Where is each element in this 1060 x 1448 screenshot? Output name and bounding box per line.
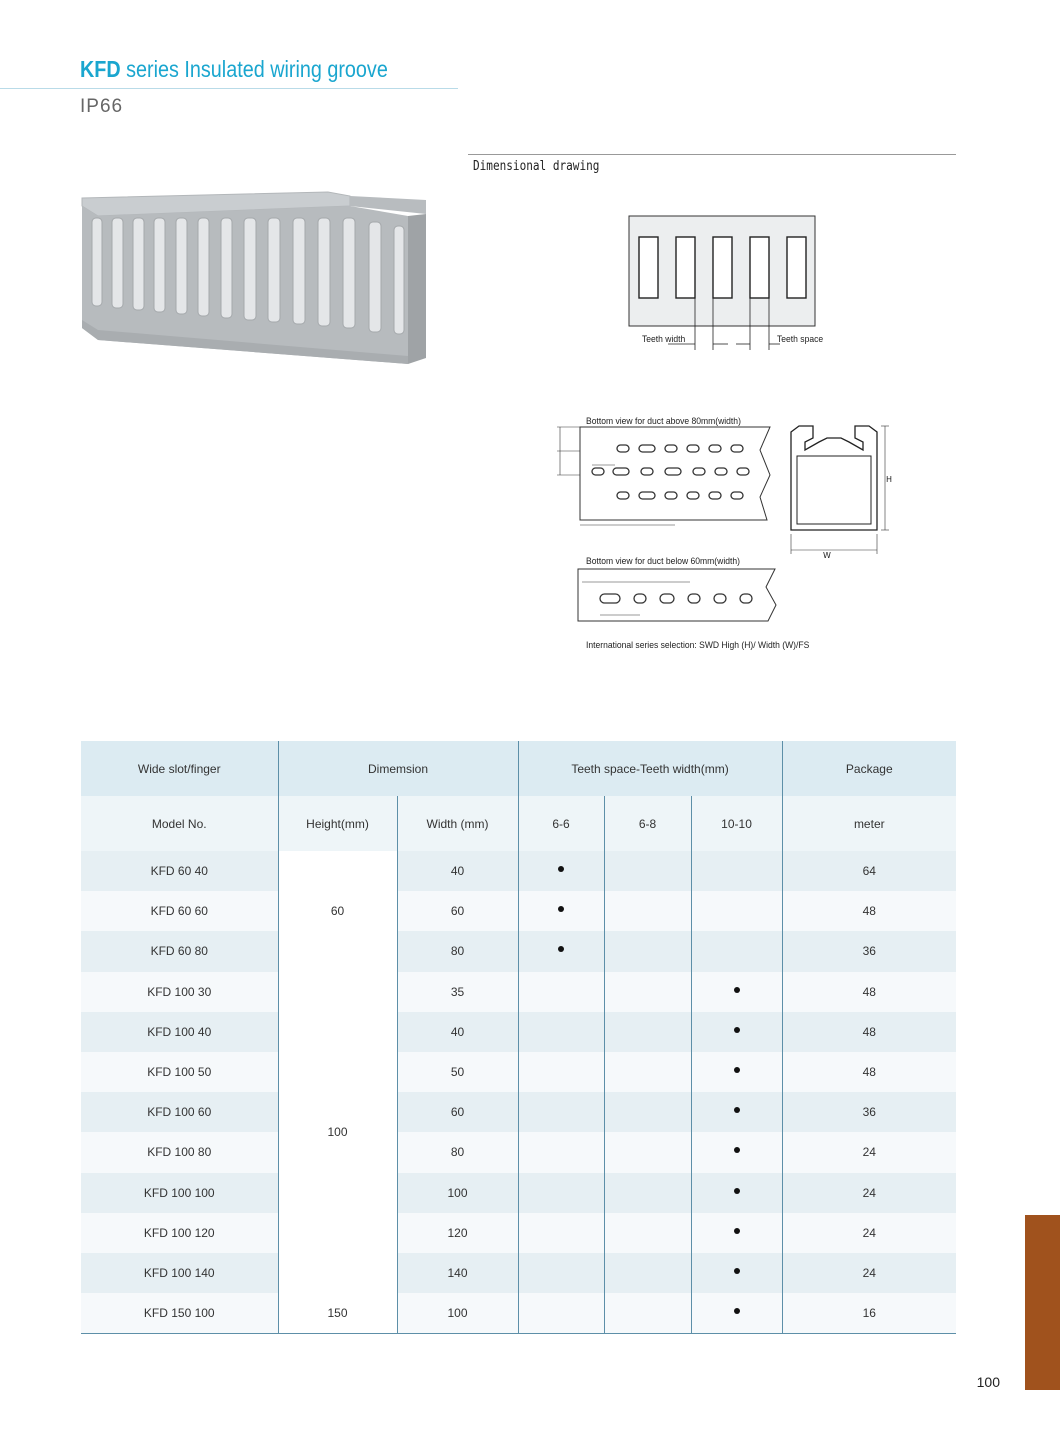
height-dimension-label: H: [886, 475, 893, 484]
cell-teeth-10-10: [691, 1052, 782, 1092]
table-row: [81, 1213, 956, 1253]
international-series-note: International series selection: SWD High (H)/ Width (W)/FS: [586, 640, 810, 651]
cell-model: KFD 60 40: [81, 851, 278, 891]
availability-dot-icon: [734, 1107, 740, 1113]
header-teeth-6-6: 6-6: [518, 796, 604, 851]
cell-model: KFD 100 140: [81, 1253, 278, 1293]
cross-section-drawing: [785, 420, 895, 560]
cell-package: 48: [782, 1012, 956, 1052]
table-row: [81, 1293, 956, 1334]
title-text: series Insulated wiring groove: [120, 56, 388, 82]
cell-package: 48: [782, 1052, 956, 1092]
cell-teeth-6-8: [604, 1253, 691, 1293]
cell-teeth-6-6: [518, 1293, 604, 1334]
wiring-duct-product-image: [78, 188, 428, 368]
cell-teeth-10-10: [691, 891, 782, 931]
cell-teeth-6-8: [604, 1092, 691, 1132]
cell-teeth-10-10: [691, 1173, 782, 1213]
availability-dot-icon: [734, 1308, 740, 1314]
cell-teeth-6-8: [604, 1293, 691, 1334]
cell-model: KFD 100 50: [81, 1052, 278, 1092]
availability-dot-icon: [558, 946, 564, 952]
cell-model: KFD 100 40: [81, 1012, 278, 1052]
title-divider: [0, 88, 458, 89]
cell-teeth-6-6: [518, 1253, 604, 1293]
header-height: Height(mm): [278, 796, 397, 851]
cell-width: 60: [397, 891, 518, 931]
cell-teeth-10-10: [691, 1293, 782, 1334]
cell-teeth-6-8: [604, 1012, 691, 1052]
cell-package: 24: [782, 1253, 956, 1293]
availability-dot-icon: [734, 1147, 740, 1153]
cell-package: 36: [782, 931, 956, 971]
table-row: [81, 851, 956, 891]
cell-teeth-6-6: [518, 851, 604, 891]
cell-width: 120: [397, 1213, 518, 1253]
cell-height: 100: [278, 972, 397, 1294]
cell-model: KFD 60 80: [81, 931, 278, 971]
header-meter: meter: [782, 796, 956, 851]
header-wide-slot: Wide slot/finger: [81, 741, 278, 796]
cell-teeth-10-10: [691, 931, 782, 971]
spec-table: [81, 741, 956, 1334]
cell-teeth-6-6: [518, 1173, 604, 1213]
cell-width: 50: [397, 1052, 518, 1092]
cell-width: 100: [397, 1293, 518, 1334]
cell-width: 40: [397, 851, 518, 891]
availability-dot-icon: [734, 1228, 740, 1234]
cell-teeth-6-6: [518, 1052, 604, 1092]
table-header-row: [81, 741, 956, 796]
cell-model: KFD 150 100: [81, 1293, 278, 1334]
cell-teeth-6-6: [518, 931, 604, 971]
header-width: Width (mm): [397, 796, 518, 851]
cell-teeth-10-10: [691, 1253, 782, 1293]
cell-teeth-6-8: [604, 1052, 691, 1092]
cell-teeth-6-8: [604, 891, 691, 931]
cell-width: 100: [397, 1173, 518, 1213]
table-row: [81, 1173, 956, 1213]
cell-height: 150: [278, 1293, 397, 1334]
cell-package: 16: [782, 1293, 956, 1334]
cell-package: 24: [782, 1173, 956, 1213]
cell-teeth-6-6: [518, 1092, 604, 1132]
ip-rating: IP66: [80, 96, 124, 117]
cell-teeth-6-6: [518, 1012, 604, 1052]
cell-teeth-10-10: [691, 972, 782, 1012]
bottom-view-below-drawing: [570, 565, 785, 625]
cell-width: 40: [397, 1012, 518, 1052]
dimensional-drawing-heading: Dimensional drawing: [473, 159, 600, 174]
cell-width: 35: [397, 972, 518, 1012]
teeth-space-label: Teeth space: [777, 334, 824, 345]
table-row: [81, 972, 956, 1012]
cell-model: KFD 60 60: [81, 891, 278, 931]
side-color-tab: [1025, 1215, 1060, 1390]
cell-teeth-6-8: [604, 1132, 691, 1172]
page-title: [80, 56, 388, 83]
availability-dot-icon: [558, 866, 564, 872]
bottom-view-above-drawing: [555, 425, 780, 533]
cell-teeth-6-8: [604, 931, 691, 971]
cell-package: 36: [782, 1092, 956, 1132]
cell-model: KFD 100 80: [81, 1132, 278, 1172]
width-dimension-label: W: [823, 551, 831, 560]
cell-teeth-10-10: [691, 1092, 782, 1132]
cell-teeth-10-10: [691, 1213, 782, 1253]
table-row: [81, 1052, 956, 1092]
cell-teeth-6-6: [518, 1213, 604, 1253]
header-model-no: Model No.: [81, 796, 278, 851]
cell-package: 24: [782, 1132, 956, 1172]
cell-teeth-6-6: [518, 891, 604, 931]
cell-teeth-6-8: [604, 972, 691, 1012]
availability-dot-icon: [734, 987, 740, 993]
bottom-view-above-label: Bottom view for duct above 80mm(width): [586, 416, 741, 427]
header-teeth-10-10: 10-10: [691, 796, 782, 851]
table-row: [81, 891, 956, 931]
availability-dot-icon: [734, 1027, 740, 1033]
cell-height: 60: [278, 851, 397, 972]
header-dimension: Dimemsion: [278, 741, 518, 796]
table-subheader-row: [81, 796, 956, 851]
cell-teeth-6-8: [604, 1213, 691, 1253]
table-row: [81, 1012, 956, 1052]
cell-width: 140: [397, 1253, 518, 1293]
page-number: 100: [976, 1374, 1000, 1390]
cell-model: KFD 100 100: [81, 1173, 278, 1213]
cell-package: 48: [782, 972, 956, 1012]
cell-package: 64: [782, 851, 956, 891]
cell-model: KFD 100 60: [81, 1092, 278, 1132]
cell-teeth-6-8: [604, 851, 691, 891]
header-package: Package: [782, 741, 956, 796]
table-row: [81, 931, 956, 971]
table-row: [81, 1092, 956, 1132]
cell-width: 80: [397, 1132, 518, 1172]
cell-width: 60: [397, 1092, 518, 1132]
teeth-width-label: Teeth width: [642, 334, 686, 345]
cell-model: KFD 100 30: [81, 972, 278, 1012]
dimension-divider: [468, 154, 956, 155]
table-row: [81, 1132, 956, 1172]
cell-package: 48: [782, 891, 956, 931]
cell-teeth-10-10: [691, 1132, 782, 1172]
header-teeth-space: Teeth space-Teeth width(mm): [518, 741, 782, 796]
availability-dot-icon: [558, 906, 564, 912]
cell-teeth-6-6: [518, 1132, 604, 1172]
availability-dot-icon: [734, 1067, 740, 1073]
availability-dot-icon: [734, 1268, 740, 1274]
availability-dot-icon: [734, 1188, 740, 1194]
cell-teeth-10-10: [691, 1012, 782, 1052]
cell-model: KFD 100 120: [81, 1213, 278, 1253]
cell-width: 80: [397, 931, 518, 971]
title-series-code: KFD: [80, 56, 121, 82]
cell-teeth-10-10: [691, 851, 782, 891]
bottom-view-below-label: Bottom view for duct below 60mm(width): [586, 556, 740, 567]
cell-teeth-6-8: [604, 1173, 691, 1213]
header-teeth-6-8: 6-8: [604, 796, 691, 851]
cell-teeth-6-6: [518, 972, 604, 1012]
table-row: [81, 1253, 956, 1293]
cell-package: 24: [782, 1213, 956, 1253]
